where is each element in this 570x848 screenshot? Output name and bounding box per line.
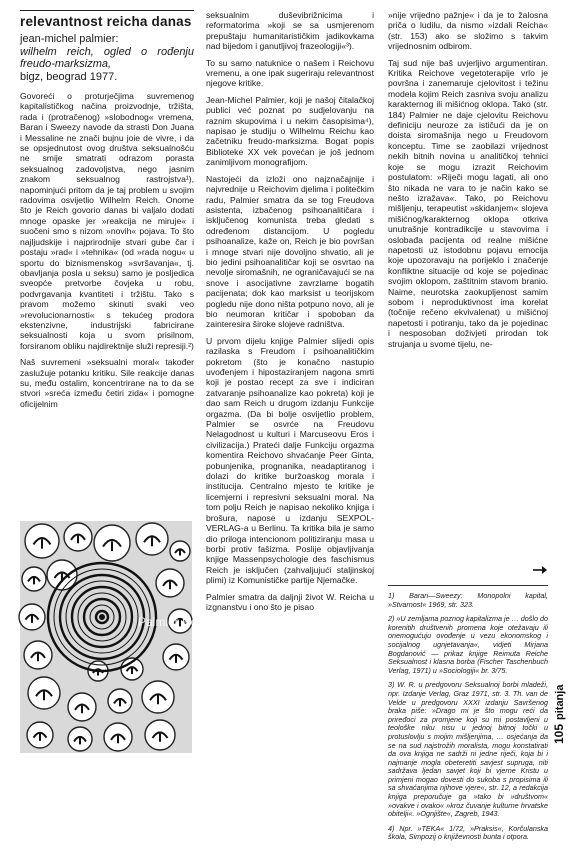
paragraph: U prvom dijelu knjige Palmier slijedi opis razilaska s Freudom i psihoanalitičkim pokretom (što je konačno nastupio uvođenjem i hipostaziranjem nagona smrti koji je postao recept za sve i indiciran zatvaranje psihoanalize kao pokreta) koji je dao sam Reich u drugom izdanju Funkcije orgazma. (Da bi bolje osvijetlio problem, Palmier se osvrće na Freudovu Nelagodnost u kulturi i Marcuseovu Eros i civilizacija.) Prateći dalje Funkciju orgazma komentira Reichovo shvaćanje Peer Ginta, pobunjenika, prognanika, neadaptiranog i dolazi do kritike buržoaskog morala i institucija. Centralno mjesto te kritike je licemjerni i represivni seksualni moral. Na tom polju Reich je napisao nekoliko knjiga i brošura, napose u izdanju SEXPOL-VERLAG-a u Berlinu. Ta kritika bila je samo dio priloga intencionom politiziranju masa u borbi protiv fašizma. Poslije objavljivanja knjige Massenpsychologie des faschismus Reich je isključen (zahvaljujući staljinskoj plimi) iz Komunističke partije Njemačke. <box>206 335 374 586</box>
publisher-info: bigz, beograd 1977. <box>20 70 118 83</box>
illustration-watermark: Palmier Reich <box>138 615 213 629</box>
paragraph: »nije vrijedno pažnje« i da je to žalosna priča o ludilu, da nismo »izdali Reicha« (str. 153) ako se složimo s takvim vrijednosnim odbirom. <box>388 10 548 52</box>
paragraph: Naš suvremeni »seksualni moral« također zaslužuje potanku kritiku. Sile reakcije danas su, među ostalim, koncentrirane na to da se stvori »sreća između četiri zida« i pomogne oficijelnim <box>20 357 194 409</box>
footnote: 1) Baran—Sweezy: Monopolni kapital, »Stvarnost« 1969, str. 323. <box>388 591 548 609</box>
cover-illustration <box>20 521 213 753</box>
footnote-separator <box>388 585 548 586</box>
column-left <box>20 10 194 415</box>
paragraph: Nastojeći da izloži ono najznačajnije i najvrednije u Reichovim djelima i politečkim radu, Palmier smatra da se tog Freudova asistenta, izbačenog psihoanalitičara i isključenog komunista treba gledati s određenom distancijom. U pogledu psihoanalize, kaže on, Reich je bio površan i mnoge stvari nije dovoljno shvatio, ali je bio jedini psihoanalitičar koji se osvrtao na nevolje siromašnih, ne ograničavajući se na snove i asocijativne zavrzlame bogatih pacijenata; dok kao marksist u teorijskom pogledu nije dono ništa potpuno novo, ali je bio neumoran kritičar i spoboban da zainteresira široke slojeve radništva. <box>206 173 374 330</box>
footnote: 3) W. R. u predgovoru Seksualnoj borbi mladeži, npr. Izdanje Verlag, Graz 1971, str. 3. Th. van de Velde u predgovoru XXXI izdanju Savršenog braka piše: »Drago mi je što mogu reći da priređoci za promjene koji su mi postavljeni u teološke niku nisu u jednoj bitnoj točki u protuslovlju s mojim mišljenjima, … osjećanja da se na sud najstrožih moralista, mogu konstatirati da ova knjiga ne sadrži ni jedne riječi, koja bi i najmanje mogla obeteretiti savjest supruga, niti sadržava ljedan savjet koji bi vjerne Kristu u primjeni mogao dovesti do sukoba s propisima ili sa shvaćanjima njihove vjere«, str. 12, a redakcija knjiga preporučuje ga »tako bi »društvom« »ovakve i ovako« »kroz čuvanje kulturne hrvatske obitelji«. »Ognjište«, Zagreb, 1943. <box>388 680 548 819</box>
footnotes <box>388 592 548 848</box>
paragraph: Palmier smatra da daljnji život W. Reicha u izgnanstvu i ono što je pisao <box>206 591 374 612</box>
column-right <box>388 10 548 355</box>
paragraph: Govoreći o proturječjima suvremenog kapitalističkog načina proizvodnje, tržišta, rada i (protračenog) »slobodnog« vremena, Baran i Sweezy navode da strasti Don Juana i Messaline ne znači bujnu joie de vivre, i da se opsjednutost ovog društva seksualnošću ne smije smatrati odrazom porasta seksualnog zadovoljstva, nego jasnim znakom seksualnog rastrojstva¹), napominjući pritom da je taj problem u svojim radovima osvijetlio Wilhelm Reich. Onome što je Reich govorio danas bi valjalo dodati mnoge opaske jer »reakcija ne miruje« i suočeni smo s nizom »novih« pojava. To što najljudskije i najprirodnije stvari gube čar i postaju »rad« i »tehnika« (od »rada nogu« u sportu do biznismenskog »svršavanja«, tj. obavljanja posla u seksu) samo je posljedica sveopće pretvorbe čovjeka u robu, podvrgavanja kvantiteti i tržištu. Tako s pravom možemo skinuti svaki veo »revolucionarnosti« s tekućeg prodora ekstenzivne, industrijski fabricirane seksualnosti koja u svom prisilnom, forsiranom obliku najdirektnije služi represiji.²) <box>20 91 194 351</box>
journal-name: pitanja <box>554 684 566 720</box>
page-folio <box>551 680 565 750</box>
page-number: 105 <box>552 723 566 744</box>
footnote: 2) »U zemljama poznog kapitalizma je … došlo do korenitih društvenih promena koje otežavaju ili onemogućuju ovođenje u vezu ekonomskog i socijalnog ugnjetavanja«, vidjeti Mirjana Bogdanović — prikaz knjige Reimuta Reiche Seksualnost i klasna borba (Fischer Taschenbuch Verlag, 1971) u »Sociologiji« br. 3/75. <box>388 614 548 675</box>
spiral-center <box>99 614 105 620</box>
author-name: jean-michel palmier: <box>20 33 119 45</box>
book-title: wilhelm reich, ogled o rođenju freudo-marksizma, <box>20 45 194 70</box>
column-middle <box>206 10 374 618</box>
paragraph: To su samo natuknice o našem i Reichovu vremenu, a one ipak sugeriraju relevantnost njegove kritike. <box>206 57 374 89</box>
paragraph: Taj sud nije baš uvjerljivo argumentiran. Kritika Reichove vegetoterapije vrlo je površna i zanemaruje cjelovitost i težinu modela kojim Reich zasniva svoju analizu karakternog ili mišićnog oklopa. Tako (str. 184) Palmier ne daje cjelovitu Reichovu definiciju neuroze za ističući da je on doista siromašnija nego u Freudovom konceptu. Time se zaobilazi vrijednost nekih bitnih novina u analitičkoj tehnici koje se mogu izrazit Reichovim postulatom: »Riječi mogu lagati, ali ono što nikada ne vara to je način kako se nešto izražava«. Tako, po Reichovu mišljenju, terapeutist »skidanjem« slojeva mišićnog/karakternog oklopa otkriva unutrašnje kontradikcije u stavovima i oslobađa pacijenta od realne mišićne napetosti uz istodobnu pojavu emocija koje upozoravaju na porijeklo i značenje konfliktne situacije od koje se pojedinac svojim oklopom, zaštitnim stavom branio. Naime, neurotska zaokupljenost samim sobom i neproduktivnost ima korelat (točnije rečeno ekvivalenat) u mišićnoj napetosti i potiranju, tako da je pojedinac i nesposoban doživjeti prirodan tok strujanja u svome tijelu, ne- <box>388 57 548 349</box>
paragraph: seksualnim duševibrižnicima i reformatorima »koji se sa usmjerenom prepuštaju humanitarističkim jadikovkama nad bijedom i ganutljivoj frazeologiji«³). <box>206 10 374 52</box>
continue-arrow-icon <box>533 565 547 575</box>
article-title: relevantnost reicha danas <box>20 14 192 29</box>
paragraph: Jean-Michel Palmier, koji je našoj čitalačkoj publici već poznat po sudjelovanju na raznim skupovima i u nekim časopisima⁴), napisao je studiju o Wilhelmu Reichu kao začetniku freudo-marksizma. Bogat popis Biblioteke XX vek povećan je još jednom zanimljivom monografijom. <box>206 94 374 168</box>
title-rule <box>20 10 194 11</box>
book-reference <box>20 33 194 83</box>
footnote: 4) Npr. »TEKA« 1/72, »Praksis«, Korčulanska škola, Simpozij o književnosti bunta i otpora. <box>388 823 548 842</box>
